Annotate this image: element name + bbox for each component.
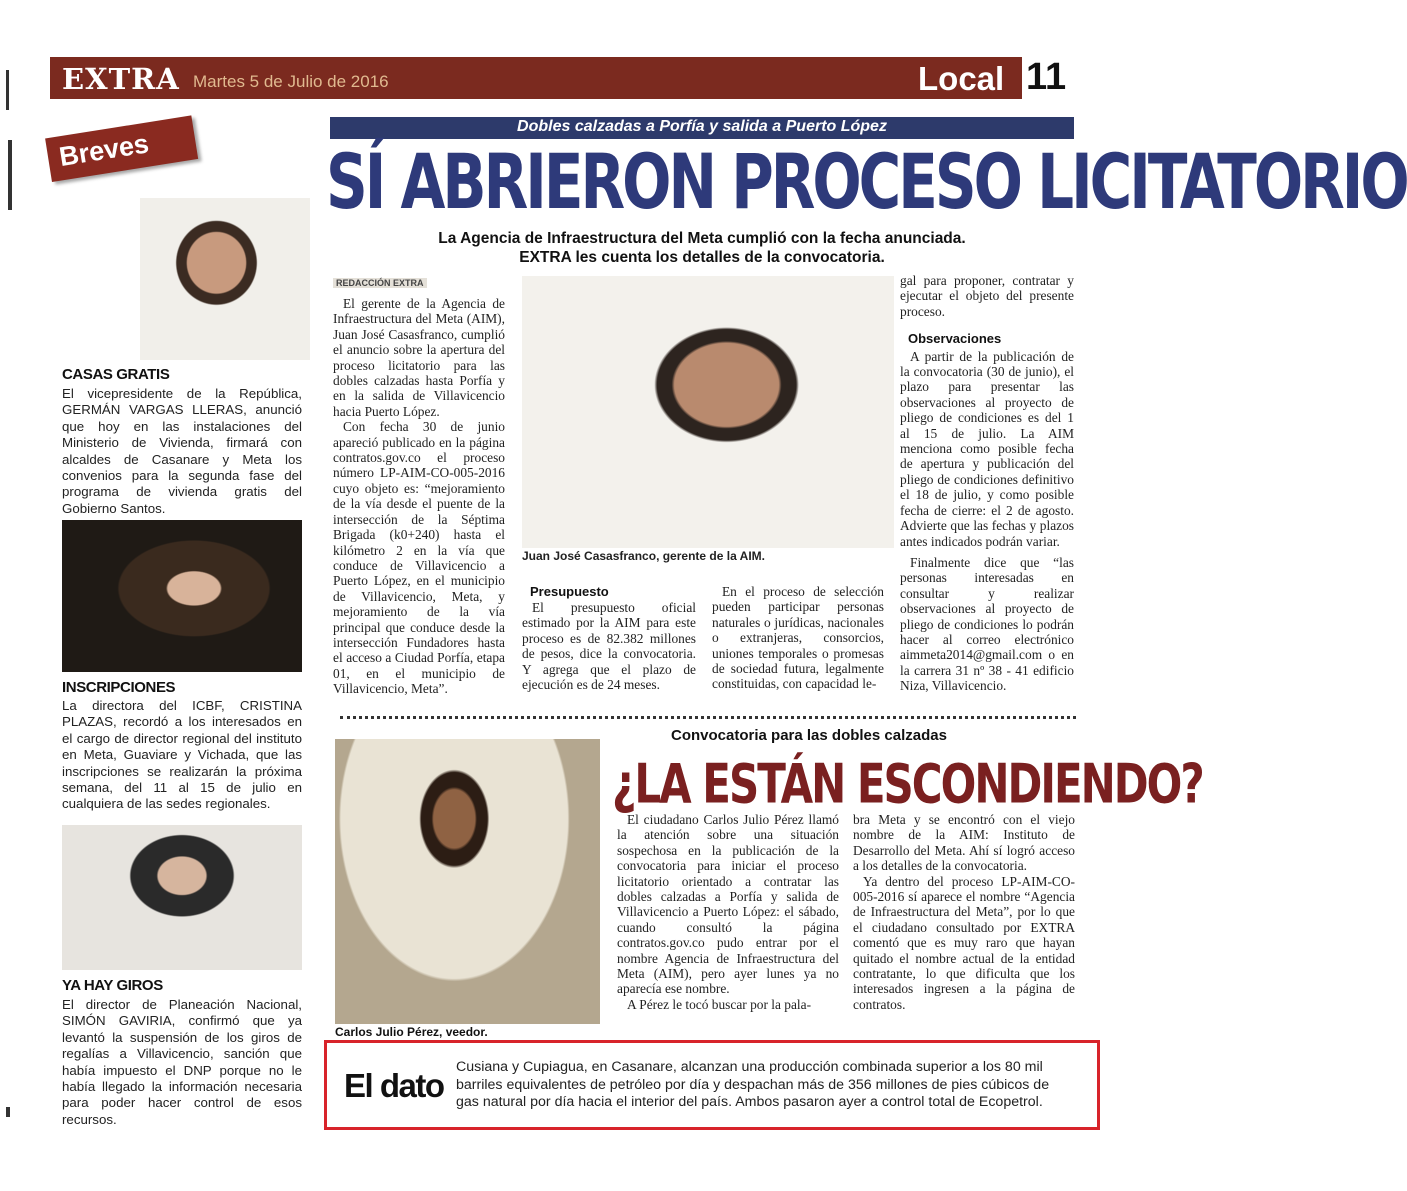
paragraph: A Pérez le tocó buscar por la pala- <box>627 996 812 1012</box>
photo-carlos-julio-perez <box>335 739 600 1024</box>
photo-caption: Carlos Julio Pérez, veedor. <box>335 1025 488 1039</box>
page-number: 11 <box>1026 56 1067 98</box>
story-kicker: Dobles calzadas a Porfía y salida a Puerto López <box>517 118 887 135</box>
subhead-observaciones: Observaciones <box>908 331 1002 347</box>
el-dato-text: Cusiana y Cupiagua, en Casanare, alcanzan una producción combinada superior a los 80 mil barriles equivalentes de petróleo por día y despachan más de 356 millones de pies cúbicos de gas natural por día hacia el interior del país. Ambos pasaron ayer a control total de Ecopetrol. <box>456 1059 1050 1110</box>
brief-body: El director de Planeación Nacional, SIMÓN GAVIRIA, confirmó que ya levantó la suspensión de los giros de regalías a Villavicencio, sanción que había impuesto el DNP porque no le había llegado la información necesaria para poder hacer control de esos recursos. <box>62 997 302 1127</box>
photo-caption: Juan José Casasfranco, gerente de la AIM. <box>522 549 765 563</box>
paragraph: En el proceso de selección pueden participar personas naturales o jurídicas, nacionales o extranjeras, consorcios, uniones temporales o promesas de sociedad futura, legalmente constituidas, con capacidad le- <box>712 584 884 692</box>
paragraph: El gerente de la Agencia de Infraestructura del Meta (AIM), Juan José Casasfranco, cumplió el anuncio sobre la apertura del proceso licitatorio para las dobles calzadas hasta Porfía y en la salida de Villavicencio hacia Puerto López. <box>333 296 505 419</box>
margin-mark <box>8 140 12 210</box>
paragraph: gal para proponer, contratar y ejecutar el objeto del presente proceso. <box>900 273 1074 319</box>
story-column-3 <box>712 584 884 692</box>
deck-line: La Agencia de Infraestructura del Meta cumplió con la fecha anunciada. <box>438 230 966 247</box>
el-dato-title: El dato <box>344 1067 444 1104</box>
paragraph: El ciudadano Carlos Julio Pérez llamó la atención sobre una situación sospechosa en la publicación de la convocatoria para iniciar el proceso licitatorio orientado a contratar las dobles calzadas a Porfía y salida de Villavicencio a Puerto López: el sábado, cuando consultó la página contratos.gov.co pudo entrar por el nombre Agencia de Infraestructura del Meta (AIM), pero ayer lunes ya no aparecía ese nombre. <box>617 812 839 997</box>
brief-title: YA HAY GIROS <box>62 977 163 994</box>
photo-simon-gaviria <box>62 825 302 970</box>
paragraph: bra Meta y se encontró con el viejo nombre de la AIM: Instituto de Desarrollo del Meta. Ahí sí logró acceso a los detalles de la convocatoria. <box>853 812 1075 874</box>
brief-body: El vicepresidente de la República, GERMÁN VARGAS LLERAS, anunció que hoy en las instalaciones del Ministerio de Vivienda, firmará con alcaldes de Casanare y Meta los convenios para la segunda fase del programa de vivienda gratis del Gobierno Santos. <box>62 386 302 516</box>
brief-title: INSCRIPCIONES <box>62 679 176 696</box>
brief-title: CASAS GRATIS <box>62 366 170 383</box>
story-deck <box>330 229 1074 267</box>
photo-cristina-plazas <box>62 520 302 672</box>
issue-date: Martes 5 de Julio de 2016 <box>193 72 389 91</box>
paragraph: Finalmente dice que “las personas interesadas en consultar y realizar observaciones al proyecto de pliego de condiciones lo podrán hacer al correo electrónico aimmeta2014@gmail.com o en la carrera 31 nº 38 - 41 edificio Niza, Villavicencio. <box>900 554 1074 694</box>
story-kicker: Convocatoria para las dobles calzadas <box>671 727 947 744</box>
subhead-presupuesto: Presupuesto <box>530 584 609 599</box>
margin-mark <box>6 1107 10 1117</box>
paragraph: A partir de la publicación de la convocatoria (30 de junio), el plazo para presentar las observaciones al proyecto de pliego de condiciones es del 1 al 15 de julio. La AIM menciona como posible fecha de apertura y publicación del pliego de condiciones definitivo el 18 de julio, y como posible fecha de cierre: el 2 de agosto. Advierte que las fechas y plazos antes indicados podrán variar. <box>900 348 1074 549</box>
section-divider <box>340 716 1076 719</box>
section-name: Local <box>918 60 1005 97</box>
story-column-1 <box>617 812 839 1012</box>
deck-line: EXTRA les cuenta los detalles de la convocatoria. <box>519 249 885 266</box>
brief-body: La directora del ICBF, CRISTINA PLAZAS, recordó a los interesados en el cargo de director regional del instituto en Meta, Guaviare y Vichada, que las inscripciones se realizarán la próxima semana, del 11 al 15 de julio en cualquiera de las sedes regionales. <box>62 698 302 812</box>
story-headline: ¿LA ESTÁN ESCONDIENDO? <box>612 752 1203 816</box>
byline: REDACCIÓN EXTRA <box>333 278 427 288</box>
photo-vargas-lleras <box>140 198 310 360</box>
margin-mark <box>6 70 9 110</box>
story-column-2 <box>853 812 1075 1012</box>
breves-label: Breves <box>57 128 151 173</box>
newspaper-logo: EXTRA <box>62 62 180 96</box>
story-headline: SÍ ABRIERON PROCESO LICITATORIO <box>326 138 1407 227</box>
story-column-1 <box>333 296 505 697</box>
photo-casasfranco <box>522 276 894 548</box>
paragraph: El presupuesto oficial estimado por la AIM para este proceso es de 82.382 millones de pesos, dice la convocatoria. Y agrega que el plazo de ejecución es de 24 meses. <box>522 600 696 693</box>
paragraph: Ya dentro del proceso LP-AIM-CO-005-2016 sí aparece el nombre “Agencia de Infraestructura del Meta”, por lo que el ciudadano consultado por EXTRA comentó que es muy raro que hayan quitado el nombre actual de la entidad contratante, lo que dificulta que los interesados ingresen a la página de contratos. <box>853 873 1075 1012</box>
story-column-2 <box>522 600 696 692</box>
story-column-4 <box>900 273 1074 694</box>
paragraph: Con fecha 30 de junio apareció publicado en la página contratos.gov.co el proceso número LP-AIM-CO-005-2016 cuyo objeto es: “mejoramiento de la vía desde el puente de la intersección de la Séptima Brigada (k0+240) hasta el kilómetro 2 en la vía que conduce de Villavicencio a Puerto López, en el municipio de Villavicencio, Meta, y mejoramiento de la vía principal que conduce desde la intersección Fundadores hasta el acceso a Ciudad Porfía, etapa 01, en el municipio de Villavicencio, Meta”. <box>333 419 505 697</box>
